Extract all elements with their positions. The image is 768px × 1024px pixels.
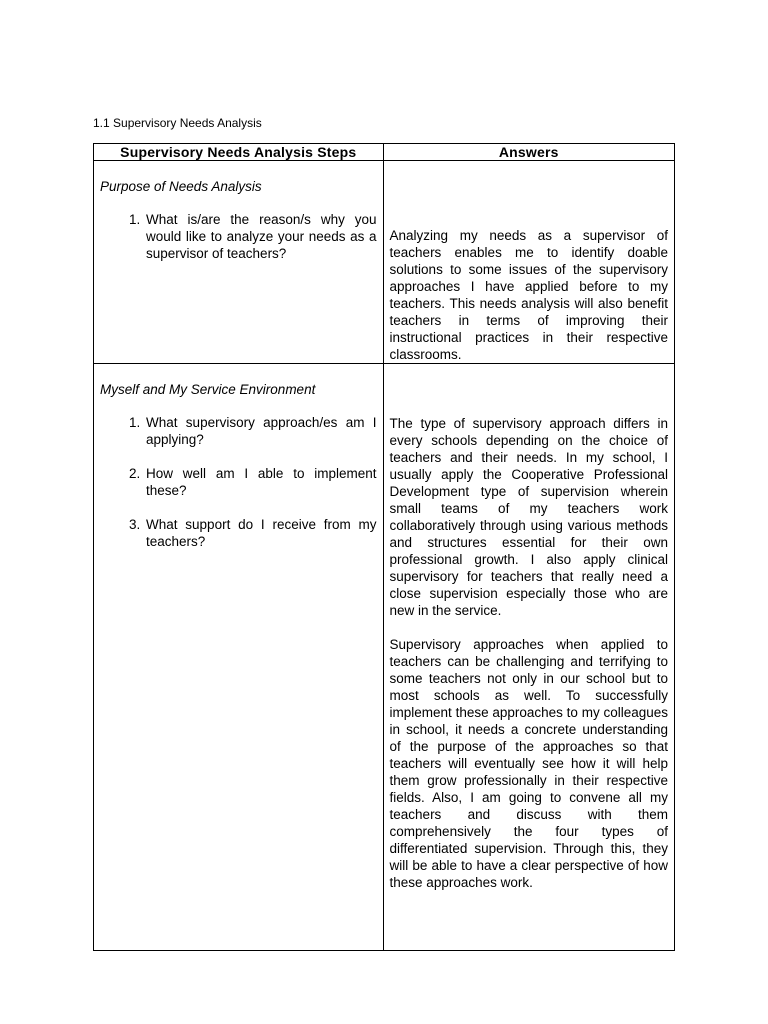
question-item: 1. What supervisory approach/es am I applying? [144, 414, 377, 448]
steps-cell [94, 161, 384, 364]
question-item: 2. How well am I able to implement these? [144, 465, 377, 499]
table-row [94, 364, 675, 951]
steps-cell [94, 364, 384, 951]
table-row [94, 161, 675, 364]
answer-cell [383, 364, 674, 951]
answer-paragraph: Supervisory approaches when applied to teachers can be challenging and terrifying to some teachers not only in our school but to most schools as well. To successfully implement these approaches to my colleagues in school, it needs a concrete understanding of the purpose of the approaches so that teachers will eventually see how it will help them grow professionally in their respective fields. Also, I am going to convene all my teachers and discuss with them comprehensively the four types of differentiated supervision. Through this, they will be able to have a clear perspective of how these approaches work. [389, 637, 668, 890]
column-header-steps: Supervisory Needs Analysis Steps [94, 144, 384, 161]
table-header-row [94, 144, 675, 161]
document-heading: 1.1 Supervisory Needs Analysis [93, 116, 262, 130]
column-header-answers: Answers [383, 144, 674, 161]
question-list [100, 414, 377, 550]
question-list [100, 211, 377, 262]
question-item: 3. What support do I receive from my teachers? [144, 516, 377, 550]
section-title: Myself and My Service Environment [100, 382, 316, 397]
question-item: 1. What is/are the reason/s why you would like to analyze your needs as a supervisor of teachers? [144, 211, 377, 262]
needs-analysis-table [93, 143, 675, 951]
answer-cell [383, 161, 674, 364]
answer-paragraph: Analyzing my needs as a supervisor of teachers enables me to identify doable solutions to some issues of the supervisory approaches I have applied before to my teachers. This needs analysis will also benefit teachers in terms of improving their instructional practices in their respective classrooms. [389, 228, 668, 362]
section-title: Purpose of Needs Analysis [100, 179, 262, 194]
answer-paragraph: The type of supervisory approach differs in every schools depending on the choice of teachers and their needs. In my school, I usually apply the Cooperative Professional Development type of supervision wherein small teams of my teachers work collaboratively through using various methods and structures essential for their own professional growth. I also apply clinical supervisory for teachers that really need a close supervision especially those who are new in the service. [389, 416, 668, 618]
